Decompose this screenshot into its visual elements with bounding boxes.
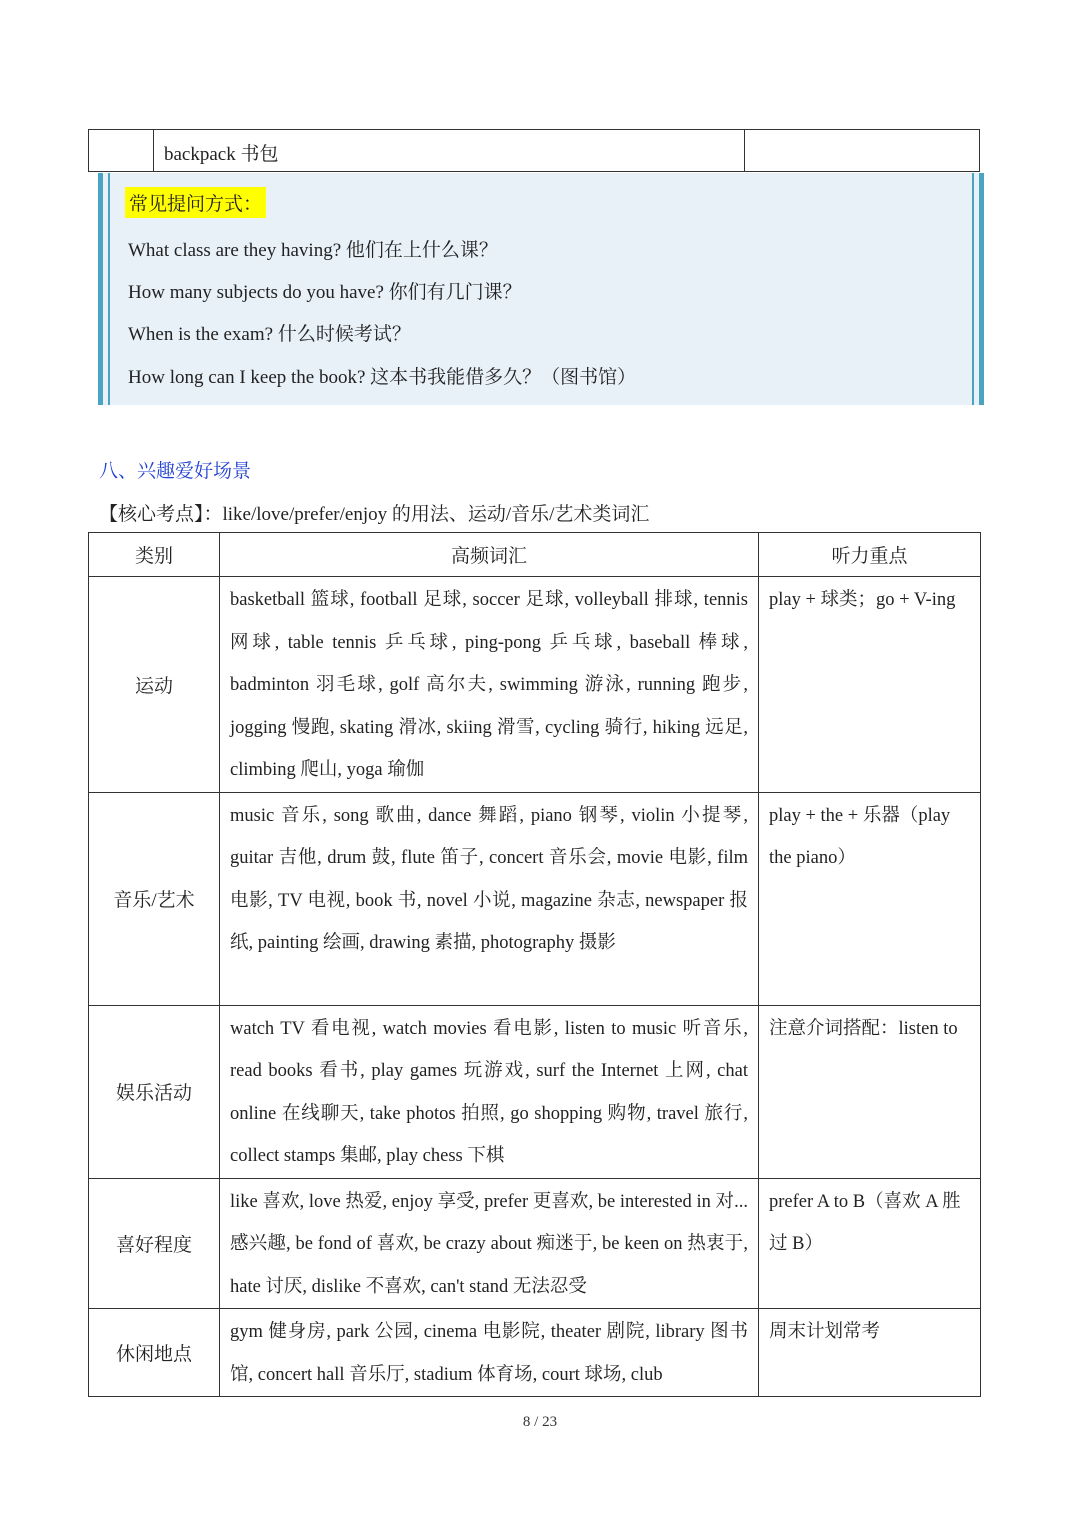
- hobby-vocab-table: [88, 532, 981, 1397]
- table-cell-empty: [745, 130, 979, 171]
- words-cell: like 喜欢, love 热爱, enjoy 享受, prefer 更喜欢, be interested in 对...感兴趣, be fond of 喜欢, be crazy about 痴迷于, be keen on 热衷于, hate 讨厌, dislike 不喜欢, can't stand 无法忍受: [220, 1178, 759, 1309]
- words-cell: music 音乐, song 歌曲, dance 舞蹈, piano 钢琴, violin 小提琴, guitar 吉他, drum 鼓, flute 笛子, concert 音乐会, movie 电影, film 电影, TV 电视, book 书, novel 小说, magazine 杂志, newspaper 报纸, painting 绘画, drawing 素描, photography 摄影: [220, 792, 759, 1005]
- table-cell-empty: [89, 130, 154, 171]
- category-cell: 休闲地点: [89, 1309, 220, 1397]
- table-row: [89, 792, 981, 1005]
- table-row: [89, 1178, 981, 1309]
- table-row: [89, 577, 981, 793]
- words-cell: watch TV 看电视, watch movies 看电影, listen to music 听音乐, read books 看书, play games 玩游戏, surf the Internet 上网, chat online 在线聊天, take photos 拍照, go shopping 购物, travel 旅行, collect stamps 集邮, play chess 下棋: [220, 1005, 759, 1178]
- question-line: How long can I keep the book? 这本书我能借多久？（图书馆）: [128, 367, 637, 388]
- focus-cell: play + the + 乐器（play the piano）: [759, 792, 981, 1005]
- words-cell: gym 健身房, park 公园, cinema 电影院, theater 剧院, library 图书馆, concert hall 音乐厅, stadium 体育场, court 球场, club: [220, 1309, 759, 1397]
- category-cell: 娱乐活动: [89, 1005, 220, 1178]
- question-line: How many subjects do you have? 你们有几门课？: [128, 282, 522, 303]
- header-focus: 听力重点: [759, 533, 981, 577]
- focus-cell: prefer A to B（喜欢 A 胜过 B）: [759, 1178, 981, 1309]
- table-cell-word: backpack 书包: [154, 130, 745, 171]
- questions-title: 常见提问方式：: [125, 187, 266, 218]
- table-row: [89, 1005, 981, 1178]
- section-heading: 八、兴趣爱好场景: [99, 461, 252, 482]
- page-number: 8 / 23: [522, 1414, 558, 1430]
- key-points-line: 【核心考点】：like/love/prefer/enjoy 的用法、运动/音乐/艺术类词汇: [99, 504, 650, 525]
- table-header-row: [89, 533, 981, 577]
- focus-cell: play + 球类；go + V-ing: [759, 577, 981, 793]
- category-cell: 喜好程度: [89, 1178, 220, 1309]
- focus-cell: 注意介词搭配：listen to: [759, 1005, 981, 1178]
- focus-cell: 周末计划常考: [759, 1309, 981, 1397]
- common-questions-box: [98, 173, 984, 405]
- words-cell: basketball 篮球, football 足球, soccer 足球, volleyball 排球, tennis 网球, table tennis 乒乓球, ping-pong 乒乓球, baseball 棒球, badminton 羽毛球, golf 高尔夫, swimming 游泳, running 跑步, jogging 慢跑, skating 滑冰, skiing 滑雪, cycling 骑行, hiking 远足, climbing 爬山, yoga 瑜伽: [220, 577, 759, 793]
- table-row: [89, 1309, 981, 1397]
- header-words: 高频词汇: [220, 533, 759, 577]
- vocab-table-continued: [88, 129, 980, 172]
- category-cell: 运动: [89, 577, 220, 793]
- question-line: When is the exam? 什么时候考试？: [128, 324, 411, 345]
- category-cell: 音乐/艺术: [89, 792, 220, 1005]
- question-line: What class are they having? 他们在上什么课？: [128, 240, 498, 261]
- header-category: 类别: [89, 533, 220, 577]
